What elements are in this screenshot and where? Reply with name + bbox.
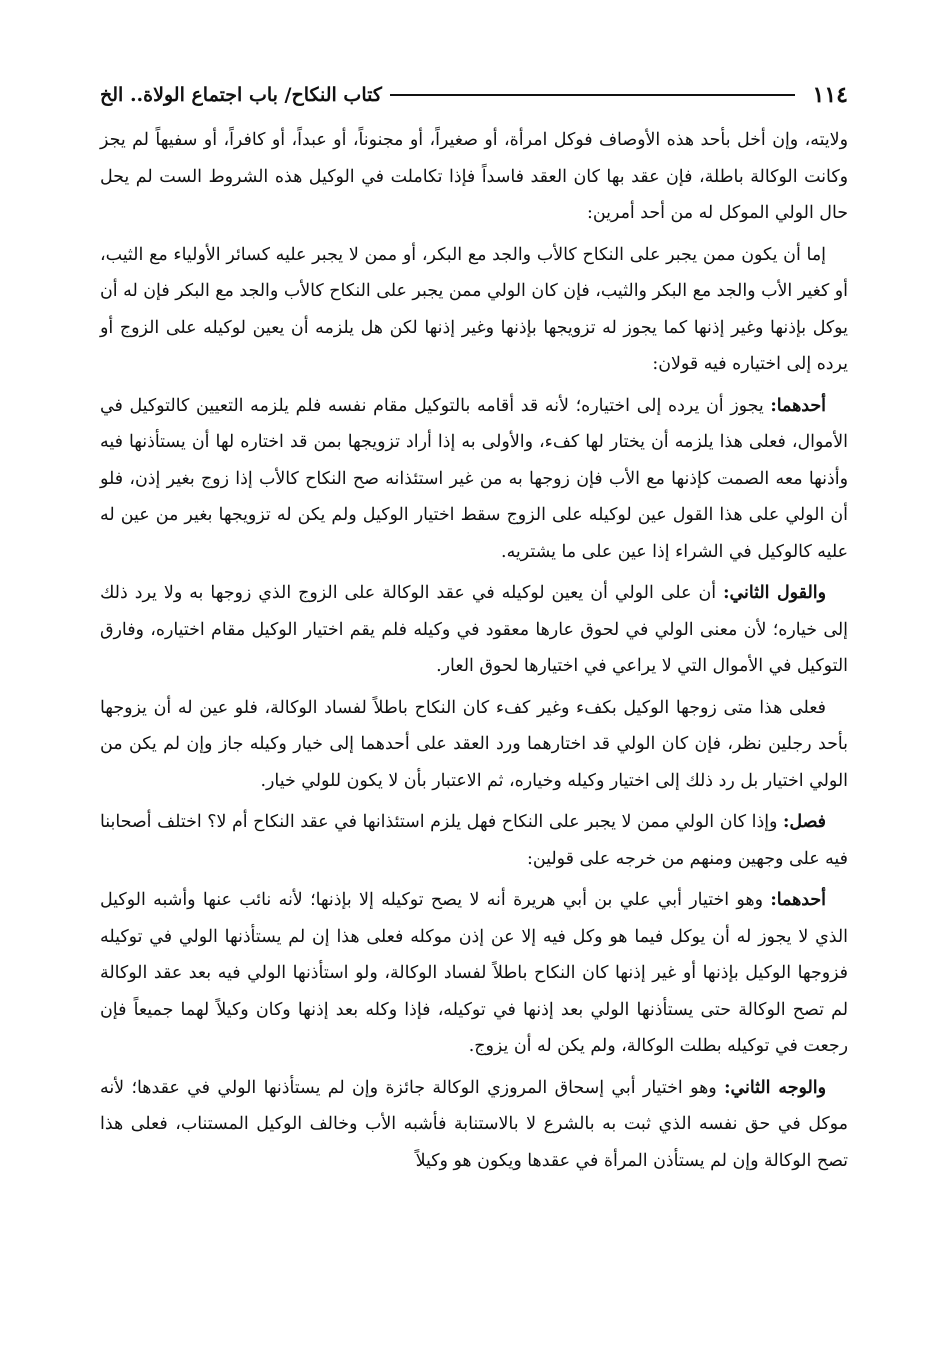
header-rule xyxy=(390,94,795,96)
paragraph-text: أن على الولي أن يعين لوكيله في عقد الوكالة على الزوج الذي زوجها به ولا يرد ذلك إلى خياره؛ لأن معنى الولي في لحوق عارها معقود في وكيله فلم يقم اختيار الوكيل مقام اختياره، وفارق التوكيل في الأموال التي لا يراعي في اختيارها لحوق العار. xyxy=(100,583,848,676)
paragraph-lead: والوجه الثاني: xyxy=(724,1077,826,1098)
paragraph-text: يجوز أن يرده إلى اختياره؛ لأنه قد أقامه بالتوكيل مقام نفسه فلم يلزمه التعيين كالتوكيل في الأموال، فعلى هذا يلزمه أن يختار لها كفء، والأولى به إذا أراد تزويجها بمن قد اختاره لها أن يستأذنها فيه وأذنها معه الصمت كإذنها مع الأب فإن زوجها به من غير استئذانه صح النكاح كالأب إذا زوج بغير إذن، فلو أن الولي على هذا القول عين لوكيله على الزوج سقط اختيار الوكيل ولم يكن له تزويجها بغير من عين له عليه كالوكيل في الشراء إذا عين على ما يشتريه. xyxy=(100,395,848,562)
running-title: كتاب النكاح/ باب اجتماع الولاة.. الخ xyxy=(100,84,382,106)
paragraph-text: وإذا كان الولي ممن لا يجبر على النكاح فهل يلزم استئذانها في عقد النكاح أم لا؟ اختلف أصحابنا فيه على وجهين ومنهم من خرجه على قولين: xyxy=(100,812,848,869)
paragraph-text: إما أن يكون ممن يجبر على النكاح كالأب والجد مع البكر، أو ممن لا يجبر عليه كسائر الأولياء مع الثيب، أو كغير الأب والجد مع البكر والثيب، فإن كان الولي ممن يجبر على النكاح كالأب والجد مع البكر فإن له أن يوكل بإذنها وغير إذنها كما يجوز له تزويجها بإذنها وغير إذنها لكن هل يلزمه أن يعين لوكيله على الزوج أو يرده إلى اختياره فيه قولان: xyxy=(100,244,848,374)
paragraph-lead: أحدهما: xyxy=(770,395,826,416)
paragraph xyxy=(100,575,848,685)
paragraph-lead: أحدهما: xyxy=(770,890,826,910)
paragraph-text: فعلى هذا متى زوجها الوكيل بكفء وغير كفء كان النكاح باطلاً لفساد الوكالة، فلو عين له أن يزوجها بأحد رجلين نظر، فإن كان الولي قد اختارهما ورد العقد على أحدهما إلى خيار وكيله جاز وإن لم يكن من الولي اختيار بل رد ذلك إلى اختيار وكيله وخياره، ثم الاعتبار بأن لا يكون للولي خيار. xyxy=(100,697,848,791)
paragraph xyxy=(100,1070,848,1180)
section-heading: فصل: xyxy=(783,812,826,832)
paragraph xyxy=(100,388,848,571)
paragraph xyxy=(100,690,848,800)
paragraph-text: وهو اختيار أبي إسحاق المروزي الوكالة جائزة وإن لم يستأذنها الولي في عقدها؛ لأنه موكل في حق نفسه الذي ثبت به بالشرع لا بالاستنابة فأشبه الأب وخالف الوكيل المستناب، فعلى هذا تصح الوكالة وإن لم يستأذن المرأة في عقدها ويكون هو وكيلاً xyxy=(100,1077,848,1171)
paragraph xyxy=(100,882,848,1065)
page-body xyxy=(100,122,848,1184)
paragraph-lead: والقول الثاني: xyxy=(723,583,826,603)
paragraph xyxy=(100,122,848,232)
paragraph-text: ولايته، وإن أخل بأحد هذه الأوصاف فوكل امرأة، أو صغيراً، أو مجنوناً، أو عبداً، أو كافراً، أو سفيهاً لم يجز وكانت الوكالة باطلة، فإن عقد بها كان العقد فاسداً فإذا تكاملت في الوكيل هذه الشروط الست لم يحل حال الولي الموكل له من أحد أمرين: xyxy=(100,130,848,223)
paragraph xyxy=(100,237,848,383)
page-number: ١١٤ xyxy=(812,82,848,108)
paragraph-text: وهو اختيار أبي علي بن أبي هريرة أنه لا يصح توكيله إلا بإذنها؛ لأنه نائب عنها وأشبه الوكيل الذي لا يجوز له أن يوكل فيما هو وكل فيه إلا عن إذن موكله فعلى هذا إن لم يستأذنها الولي في توكيله فزوجها الوكيل بإذنها أو غير إذنها كان النكاح باطلاً لفساد الوكالة، ولو استأذنها الولي فيه بعد عقد الوكالة لم تصح الوكالة حتى يستأذنها الولي بعد إذنها في توكيله، فإذا وكله بعد إذنها وكان وكيلاً لهما جميعاً فإن رجعت في توكيله بطلت الوكالة، ولم يكن له أن يزوج. xyxy=(100,890,848,1056)
page-header xyxy=(100,78,848,112)
section-paragraph xyxy=(100,804,848,877)
